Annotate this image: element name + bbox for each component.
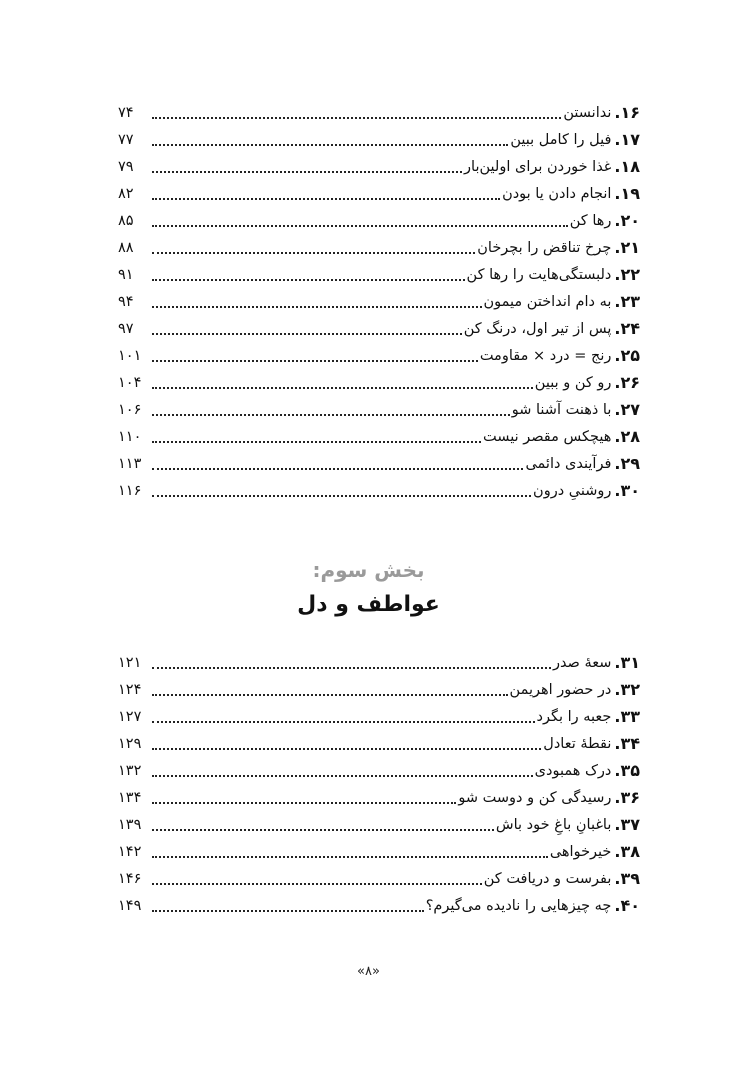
toc-entry-number: ۲۹. [614,454,640,473]
toc-entry-page-number: ۹۷ [118,321,134,337]
dot-leader [152,774,533,777]
toc-entry-page-number: ۸۲ [118,186,134,202]
toc-entry-title: چه چیزهایی را نادیده می‌گیرم؟ [425,898,612,914]
toc-entry-page-number: ۱۰۱ [118,348,142,364]
toc-entry-page-number: ۱۳۴ [118,790,142,806]
toc-entry[interactable] [118,781,640,808]
dot-leader [152,440,481,443]
toc-entry[interactable] [118,204,640,231]
toc-entry-title: با ذهنت آشنا شو [511,402,612,418]
toc-entry-page-number: ۱۳۹ [118,817,142,833]
toc-entry-number: ۳۲. [614,680,640,699]
toc-entry-number: ۲۱. [614,238,640,257]
dot-leader [152,170,462,173]
toc-entry-page-number: ۱۲۹ [118,736,142,752]
toc-entry[interactable] [118,366,640,393]
toc-entry-page-number: ۱۴۶ [118,871,142,887]
toc-entry-number: ۲۷. [614,400,640,419]
toc-entry-number: ۲۳. [614,292,640,311]
toc-entry[interactable] [118,339,640,366]
dot-leader [152,693,508,696]
toc-entry[interactable] [118,393,640,420]
dot-leader [152,855,548,858]
dot-leader [152,278,465,281]
toc-entry[interactable] [118,862,640,889]
toc-entry-title: به دام انداختن میمون [483,294,612,310]
toc-entry-number: ۱۶. [614,103,640,122]
toc-entry-page-number: ۱۲۴ [118,682,142,698]
dot-leader [152,413,510,416]
toc-entry-title: ندانستن [563,105,612,121]
dot-leader [152,828,494,831]
dot-leader [152,801,456,804]
toc-entry[interactable] [118,700,640,727]
toc-entry-title: رو کن و ببین [534,375,612,391]
toc-entry-page-number: ۱۰۴ [118,375,142,391]
toc-entry[interactable] [118,835,640,862]
dot-leader [152,359,478,362]
toc-entry-page-number: ۱۱۰ [118,429,142,445]
toc-entry[interactable] [118,177,640,204]
toc-entry-title: باغبانِ باغِ خود باش [495,817,612,833]
section-part-label: بخش سوم: [312,558,425,582]
toc-entry[interactable] [118,312,640,339]
toc-entry-number: ۳۴. [614,734,640,753]
toc-entry-title: رها کن [569,213,612,229]
toc-entry-number: ۲۸. [614,427,640,446]
toc-entry-title: خیرخواهی [549,844,612,860]
toc-entry-number: ۳۹. [614,869,640,888]
toc-entry[interactable] [118,231,640,258]
toc-entry-title: بفرست و دریافت کن [483,871,612,887]
toc-entry-number: ۱۸. [614,157,640,176]
toc-entry-page-number: ۷۴ [118,105,134,121]
toc-entry-title: جعبه را بگرد [536,709,612,725]
toc-entry-title: چرخ تناقض را بچرخان [477,240,612,256]
dot-leader [152,116,561,119]
toc-entry-number: ۳۱. [614,653,640,672]
page-number-footer: «۸» [357,964,380,979]
toc-entry-number: ۳۰. [614,481,640,500]
toc-entry-number: ۳۸. [614,842,640,861]
toc-entry[interactable] [118,96,640,123]
toc-entry-page-number: ۸۸ [118,240,134,256]
dot-leader [152,882,482,885]
toc-entry[interactable] [118,673,640,700]
toc-entry-number: ۳۵. [614,761,640,780]
toc-entry-page-number: ۱۲۷ [118,709,142,725]
toc-entry-page-number: ۷۷ [118,132,134,148]
toc-entry-title: فرآیندی دائمی [525,456,612,472]
toc-entry[interactable] [118,808,640,835]
toc-entry-number: ۱۹. [614,184,640,203]
dot-leader [152,251,475,254]
section-title: عواطف و دل [297,592,440,617]
toc-list-part-two [118,96,640,501]
toc-entry[interactable] [118,447,640,474]
toc-entry-title: دلبستگی‌هایت را رها کن [466,267,612,283]
toc-entry[interactable] [118,123,640,150]
toc-entry-page-number: ۱۴۲ [118,844,142,860]
toc-list-part-three [118,646,640,916]
dot-leader [152,494,531,497]
toc-entry-page-number: ۱۴۹ [118,898,142,914]
toc-entry[interactable] [118,474,640,501]
toc-entry-number: ۴۰. [614,896,640,915]
toc-entry[interactable] [118,150,640,177]
toc-entry[interactable] [118,754,640,781]
toc-entry-number: ۳۳. [614,707,640,726]
toc-entry-page-number: ۱۲۱ [118,655,142,671]
toc-entry-number: ۲۴. [614,319,640,338]
toc-entry-page-number: ۱۰۶ [118,402,142,418]
toc-entry-number: ۲۶. [614,373,640,392]
toc-entry-number: ۲۵. [614,346,640,365]
dot-leader [152,909,424,912]
toc-entry-title: رسیدگی کن و دوست شو [458,790,612,806]
toc-entry[interactable] [118,646,640,673]
toc-entry-number: ۲۰. [614,211,640,230]
toc-entry-page-number: ۱۱۳ [118,456,142,472]
toc-entry[interactable] [118,889,640,916]
dot-leader [152,467,523,470]
toc-entry-title: هیچکس مقصر نیست [483,429,612,445]
toc-entry-page-number: ۹۱ [118,267,134,283]
toc-entry-number: ۳۷. [614,815,640,834]
toc-entry-title: نقطهٔ تعادل [543,736,612,752]
toc-entry-page-number: ۹۴ [118,294,134,310]
dot-leader [152,747,541,750]
toc-entry-title: غذا خوردن برای اولین‌بار [464,159,612,175]
toc-entry-title: پس از تیر اول، درنگ کن [463,321,612,337]
dot-leader [152,720,535,723]
toc-entry-title: روشنیِ درون [533,483,612,499]
toc-entry-page-number: ۸۵ [118,213,134,229]
toc-entry-title: انجام دادن یا بودن [502,186,612,202]
toc-entry[interactable] [118,727,640,754]
toc-entry-page-number: ۷۹ [118,159,134,175]
toc-entry[interactable] [118,420,640,447]
toc-entry-page-number: ۱۱۶ [118,483,142,499]
toc-entry-number: ۱۷. [614,130,640,149]
dot-leader [152,332,462,335]
dot-leader [152,224,568,227]
toc-entry-title: فیل را کامل ببین [510,132,612,148]
dot-leader [152,197,500,200]
toc-entry-number: ۳۶. [614,788,640,807]
dot-leader [152,305,482,308]
toc-entry-title: سعهٔ صدر [552,655,612,671]
dot-leader [152,143,508,146]
toc-entry-title: رنج = درد × مقاومت [479,348,612,364]
toc-entry-number: ۲۲. [614,265,640,284]
toc-entry-page-number: ۱۳۲ [118,763,142,779]
dot-leader [152,386,533,389]
toc-entry-title: در حضور اهریمن [509,682,612,698]
toc-entry[interactable] [118,258,640,285]
dot-leader [152,666,551,669]
toc-entry[interactable] [118,285,640,312]
toc-entry-title: درک همبودی [534,763,612,779]
